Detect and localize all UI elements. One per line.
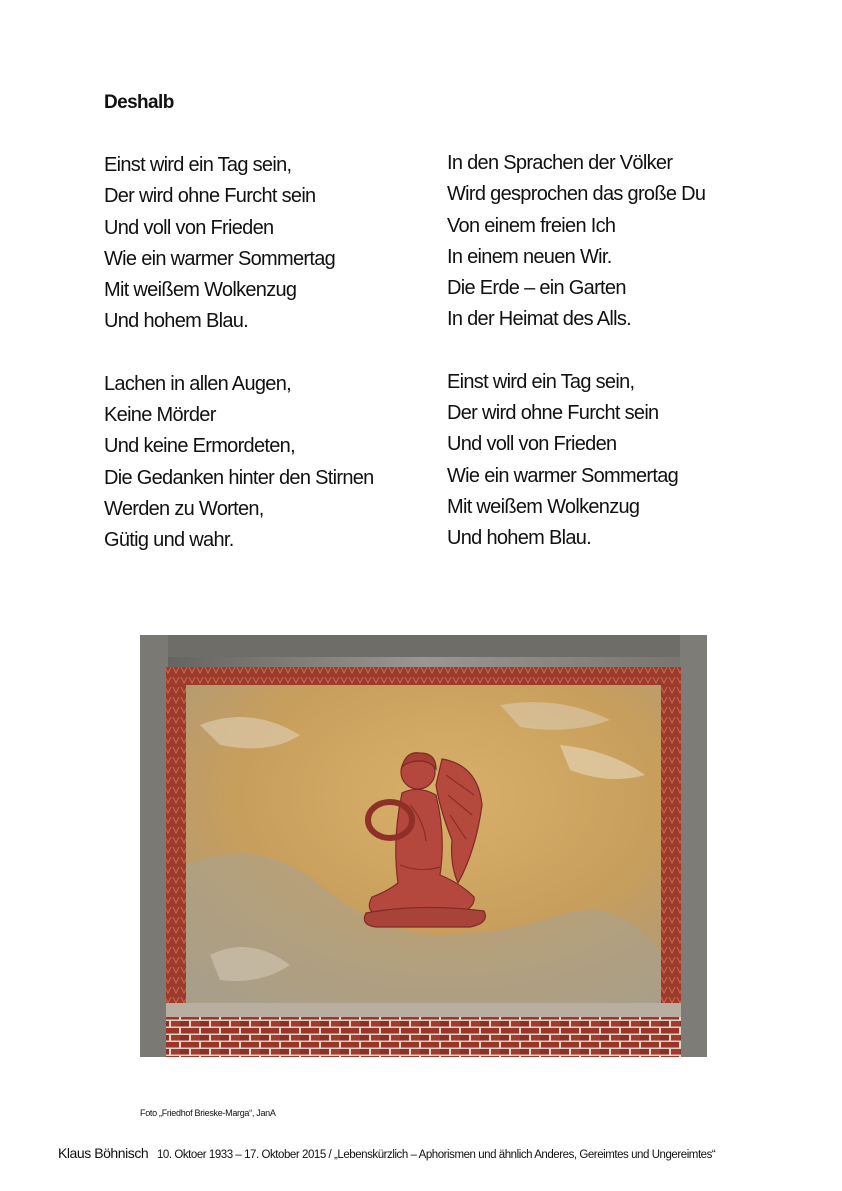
- poem-line: Und hohem Blau.: [104, 310, 249, 333]
- poem-line: Die Erde – ein Garten: [447, 277, 626, 300]
- poem-line: In einem neuen Wir.: [447, 245, 612, 268]
- poem-line: Von einem freien Ich: [447, 214, 616, 237]
- poem-line: In den Sprachen der Völker: [447, 152, 673, 174]
- poem-line: Und voll von Frieden: [447, 433, 617, 456]
- poem-right-column: [447, 148, 777, 586]
- poem-line: Einst wird ein Tag sein,: [447, 370, 635, 393]
- poem-line: Werden zu Worten,: [104, 497, 264, 520]
- stanza-2: [104, 369, 434, 557]
- poem-line: Einst wird ein Tag sein,: [104, 154, 292, 176]
- poem-line: Und keine Ermordeten,: [104, 435, 295, 458]
- footer-text: 10. Oktoer 1933 – 17. Oktober 2015 / „Lebenskürzlich – Aphorismen und ähnlich Anderes, Gereimtes und Ungereimtes“: [156, 1149, 716, 1161]
- poem-line: Mit weißem Wolkenzug: [447, 495, 640, 518]
- poem-line: Gütig und wahr.: [104, 529, 234, 552]
- poem-line: Wird gesprochen das große Du: [447, 183, 706, 206]
- stanza-4: [447, 367, 777, 555]
- poem-title: Deshalb: [104, 92, 174, 113]
- poem-line: Und voll von Frieden: [104, 216, 274, 239]
- page-footer: [58, 1145, 715, 1161]
- poem-line: Der wird ohne Furcht sein: [447, 402, 659, 425]
- poem-line: Wie ein warmer Sommertag: [447, 464, 679, 487]
- poem-line: Keine Mörder: [104, 404, 216, 427]
- poem-line: In der Heimat des Alls.: [447, 308, 631, 331]
- poem-line: Wie ein warmer Sommertag: [104, 247, 336, 270]
- stanza-3: [447, 148, 777, 336]
- poem-left-column: [104, 150, 434, 588]
- stanza-1: [104, 150, 434, 338]
- poem-line: Die Gedanken hinter den Stirnen: [104, 466, 374, 489]
- poem-line: Lachen in allen Augen,: [104, 372, 291, 395]
- poem-line: Und hohem Blau.: [447, 527, 592, 550]
- angel-relief-photo: [140, 635, 707, 1057]
- photo-caption: Foto „Friedhof Brieske-Marga“, JanA: [140, 1108, 276, 1118]
- footer-author: Klaus Böhnisch: [58, 1145, 149, 1161]
- poem-line: Der wird ohne Furcht sein: [104, 185, 316, 208]
- poem-line: Mit weißem Wolkenzug: [104, 279, 297, 302]
